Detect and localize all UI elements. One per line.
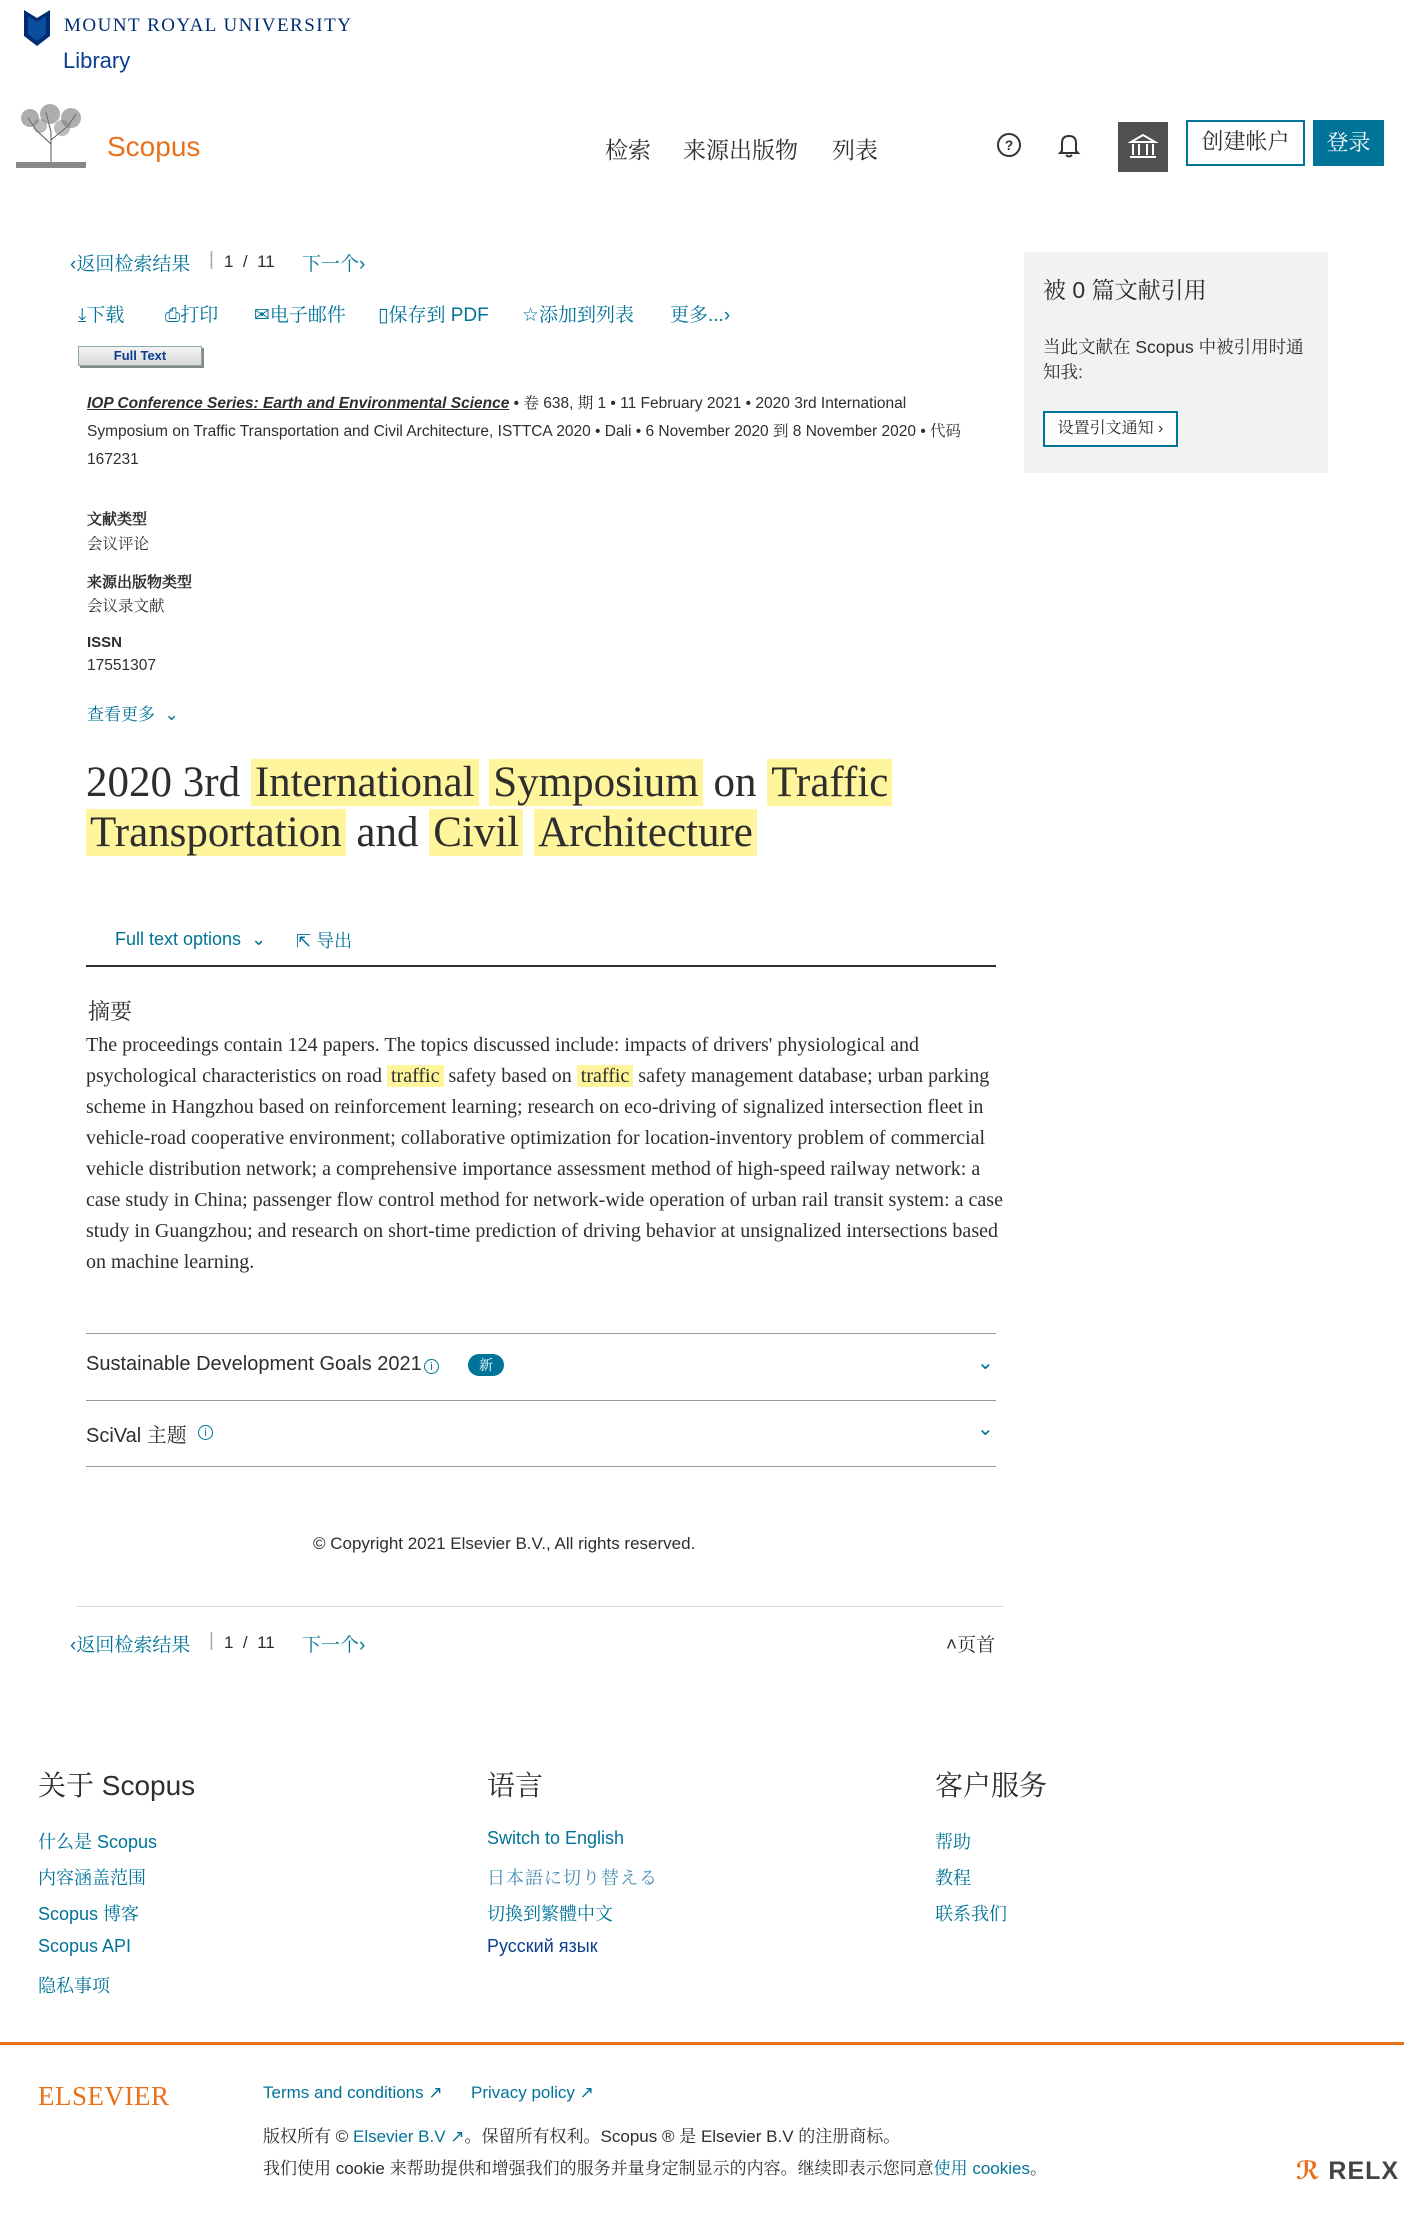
email-button[interactable]: [254, 300, 346, 327]
rights-prefix: 版权所有 ©: [263, 2127, 353, 2146]
copyright-notice: © Copyright 2021 Elsevier B.V., All rights reserved.: [313, 1534, 696, 1553]
cited-by-heading: 被 0 篇文献引用: [1043, 277, 1207, 303]
title-word: 2020 3rd: [86, 759, 241, 806]
language-link-english[interactable]: Switch to English: [487, 1828, 625, 1848]
divider: [76, 1606, 1004, 1607]
result-position: [224, 252, 275, 272]
institution-button[interactable]: [1118, 122, 1168, 172]
export-button[interactable]: [296, 927, 352, 953]
back-to-results-label: 返回检索结果: [76, 254, 191, 275]
relx-mark-icon: ℛ: [1296, 2157, 1321, 2185]
divider: [86, 1466, 996, 1467]
footer-link[interactable]: Scopus API: [38, 1936, 132, 1956]
abstract-highlight: traffic: [387, 1065, 444, 1087]
footer-language-heading: 语言: [487, 1770, 544, 1801]
title-highlight: Symposium: [489, 759, 703, 806]
scival-section-title[interactable]: SciVal 主题: [86, 1425, 187, 1447]
abstract-part: safety based on: [443, 1065, 577, 1087]
sdg-section-title[interactable]: Sustainable Development Goals 2021: [86, 1353, 422, 1375]
abstract-part: The proceedings contain 124 papers. The topics discussed include: impacts of drivers' physiological and psychological characteristics on road: [86, 1034, 920, 1087]
source-type-label: 来源出版物类型: [87, 574, 193, 591]
help-icon[interactable]: [995, 131, 1023, 159]
relx-label: RELX: [1328, 2157, 1400, 2185]
title-highlight: Civil: [429, 809, 523, 856]
export-label: 导出: [316, 931, 353, 951]
show-more-label: 查看更多: [87, 705, 155, 724]
divider: [86, 965, 996, 967]
chevron-down-icon[interactable]: ⌄: [977, 1418, 994, 1440]
divider: [86, 1400, 996, 1401]
title-highlight: Architecture: [534, 809, 757, 856]
nav-sources[interactable]: 来源出版物: [683, 137, 798, 163]
login-button[interactable]: 登录: [1313, 120, 1384, 166]
language-link-japanese[interactable]: 日本語に切り替える: [487, 1868, 658, 1888]
footer-link[interactable]: 联系我们: [935, 1904, 1007, 1924]
elsevier-bv-link[interactable]: Elsevier B.V ↗: [352, 2127, 465, 2146]
scopus-logo-text[interactable]: Scopus: [107, 131, 201, 162]
index-separator: /: [242, 1633, 248, 1652]
print-button[interactable]: [165, 300, 218, 327]
cookies-link[interactable]: 使用 cookies: [933, 2159, 1030, 2178]
add-to-list-label: 添加到列表: [539, 305, 635, 326]
metadata-line3: 167231: [87, 451, 139, 468]
privacy-link[interactable]: Privacy policy ↗: [471, 2083, 594, 2102]
nav-separator: |: [209, 249, 214, 270]
title-word: and: [356, 809, 419, 856]
relx-logo[interactable]: [1296, 2156, 1399, 2186]
next-result-label: 下一个: [302, 254, 360, 275]
footer-link[interactable]: 什么是 Scopus: [38, 1832, 158, 1852]
footer-link[interactable]: 教程: [935, 1868, 971, 1888]
source-type-value: 会议录文献: [87, 598, 165, 615]
footer-about-heading: 关于 Scopus: [38, 1770, 196, 1801]
language-link-traditional-chinese[interactable]: 切換到繁體中文: [487, 1904, 613, 1924]
chevron-down-icon: ⌄: [164, 705, 179, 724]
full-text-options-label: Full text options: [115, 929, 242, 949]
abstract-part: safety management database; urban parking scheme in Hangzhou based on reinforcement learning; research on eco-driving of signalized intersection fleet in vehicle-road cooperative environment; collaborative optimization for location-inventory problem of commercial vehicle distribution network; a comprehensive importance assessment method of high-speed railway network: a case study in China; passenger flow control method for network-wide operation of urban rail transit system: a case study in Guangzhou; and research on short-time prediction of driving behavior at unsignalized intersections based on machine learning.: [86, 1065, 1003, 1273]
cookie-suffix: 。: [1029, 2159, 1047, 2178]
next-result-link[interactable]: 下一个›: [302, 1635, 366, 1656]
print-label: 打印: [180, 305, 219, 326]
rights-text: [263, 2122, 900, 2147]
library-name[interactable]: Library: [63, 48, 131, 73]
index-separator: /: [242, 252, 248, 271]
set-citation-alert-button[interactable]: 设置引文通知 ›: [1043, 411, 1178, 447]
university-name[interactable]: MOUNT ROYAL UNIVERSITY: [64, 15, 353, 36]
source-metadata: [87, 390, 997, 474]
title-highlight: Transportation: [86, 809, 346, 856]
set-citation-alert-label: 设置引文通知: [1057, 420, 1154, 437]
footer-divider: [0, 2042, 1404, 2045]
cookie-text: [263, 2154, 1047, 2179]
svg-text:?: ?: [1004, 137, 1014, 153]
footer-link[interactable]: Scopus 博客: [38, 1904, 140, 1924]
abstract-text: [86, 1030, 1006, 1278]
total-results: 11: [257, 1633, 275, 1652]
issn-value: 17551307: [87, 657, 156, 674]
info-icon[interactable]: i: [424, 1359, 439, 1374]
cookie-prefix: 我们使用 cookie 来帮助提供和增强我们的服务并量身定制显示的内容。继续即表示您同意: [263, 2159, 934, 2178]
nav-separator: |: [209, 1630, 214, 1651]
back-to-top-link[interactable]: [946, 1630, 995, 1657]
terms-link[interactable]: Terms and conditions ↗: [263, 2083, 443, 2102]
total-results: 11: [257, 252, 275, 271]
current-index: 1: [224, 1633, 234, 1652]
print-icon: ⎙: [165, 305, 181, 326]
divider: [86, 1333, 996, 1334]
doc-type-label: 文献类型: [87, 511, 148, 528]
metadata-line1: • 卷 638, 期 1 • 11 February 2021 • 2020 3rd International: [509, 395, 907, 412]
language-link-russian[interactable]: Русский язык: [487, 1936, 598, 1956]
abstract-heading: 摘要: [88, 999, 133, 1024]
title-highlight: Traffic: [767, 759, 892, 806]
document-title: [86, 758, 1006, 858]
full-text-options-dropdown[interactable]: [115, 929, 266, 950]
elsevier-tree-logo[interactable]: [16, 104, 86, 170]
new-badge: 新: [468, 1354, 504, 1376]
footer-link[interactable]: 隐私事项: [38, 1976, 110, 1996]
back-to-results-link[interactable]: ‹返回检索结果: [70, 1635, 191, 1656]
elsevier-logo[interactable]: ELSEVIER: [38, 2081, 170, 2111]
download-button[interactable]: [78, 300, 124, 327]
download-icon: ⤓: [78, 305, 87, 326]
doc-type-value: 会议评论: [87, 536, 150, 553]
back-to-results-label: 返回检索结果: [76, 1635, 191, 1656]
nav-search[interactable]: 检索: [605, 137, 651, 163]
title-word: on: [713, 759, 757, 806]
add-to-list-button[interactable]: [522, 300, 634, 327]
info-icon[interactable]: i: [198, 1425, 213, 1440]
more-label: 更多...: [670, 305, 724, 326]
pdf-icon: ▯: [378, 305, 389, 326]
next-result-label: 下一个: [302, 1635, 360, 1656]
export-icon: ⇱: [296, 931, 312, 951]
footer-link[interactable]: 帮助: [935, 1832, 971, 1852]
rights-suffix: 。保留所有权利。Scopus ® 是 Elsevier B.V 的注册商标。: [464, 2127, 901, 2146]
save-pdf-label: 保存到 PDF: [388, 305, 489, 326]
current-index: 1: [224, 252, 234, 271]
show-more-link[interactable]: [87, 700, 179, 725]
email-icon: ✉: [254, 305, 270, 326]
footer-link[interactable]: 内容涵盖范围: [38, 1868, 146, 1888]
more-button[interactable]: 更多...›: [670, 305, 731, 326]
institution-icon: [1118, 122, 1168, 172]
title-highlight: International: [251, 759, 479, 806]
journal-link[interactable]: IOP Conference Series: Earth and Environmental Science: [87, 395, 510, 412]
next-result-link[interactable]: 下一个›: [302, 254, 366, 275]
issn-label: ISSN: [87, 634, 123, 651]
create-account-button[interactable]: 创建帐户: [1186, 120, 1305, 166]
notification-bell-icon[interactable]: [1055, 131, 1083, 159]
nav-lists[interactable]: 列表: [832, 137, 878, 163]
chevron-down-icon[interactable]: ⌄: [977, 1352, 994, 1374]
cited-by-text: 当此文献在 Scopus 中被引用时通知我:: [1043, 337, 1304, 382]
mount-royal-shield-logo: [24, 10, 50, 46]
full-text-button[interactable]: Full Text: [78, 346, 202, 366]
result-position: [224, 1633, 275, 1653]
chevron-down-icon: ⌄: [251, 929, 267, 949]
metadata-line2: Symposium on Traffic Transportation and Civil Architecture, ISTTCA 2020 • Dali • 6 November 2020 到 8 November 2020 • 代码: [87, 423, 962, 440]
back-to-results-link[interactable]: ‹返回检索结果: [70, 254, 191, 275]
chevron-up-icon: ˄: [946, 1635, 958, 1656]
back-to-top-label: 页首: [957, 1635, 996, 1656]
star-icon: ☆: [522, 305, 540, 326]
footer-service-heading: 客户服务: [935, 1770, 1048, 1801]
abstract-highlight: traffic: [577, 1065, 634, 1087]
download-label: 下载: [86, 305, 125, 326]
save-pdf-button[interactable]: [378, 300, 489, 327]
email-label: 电子邮件: [269, 305, 346, 326]
